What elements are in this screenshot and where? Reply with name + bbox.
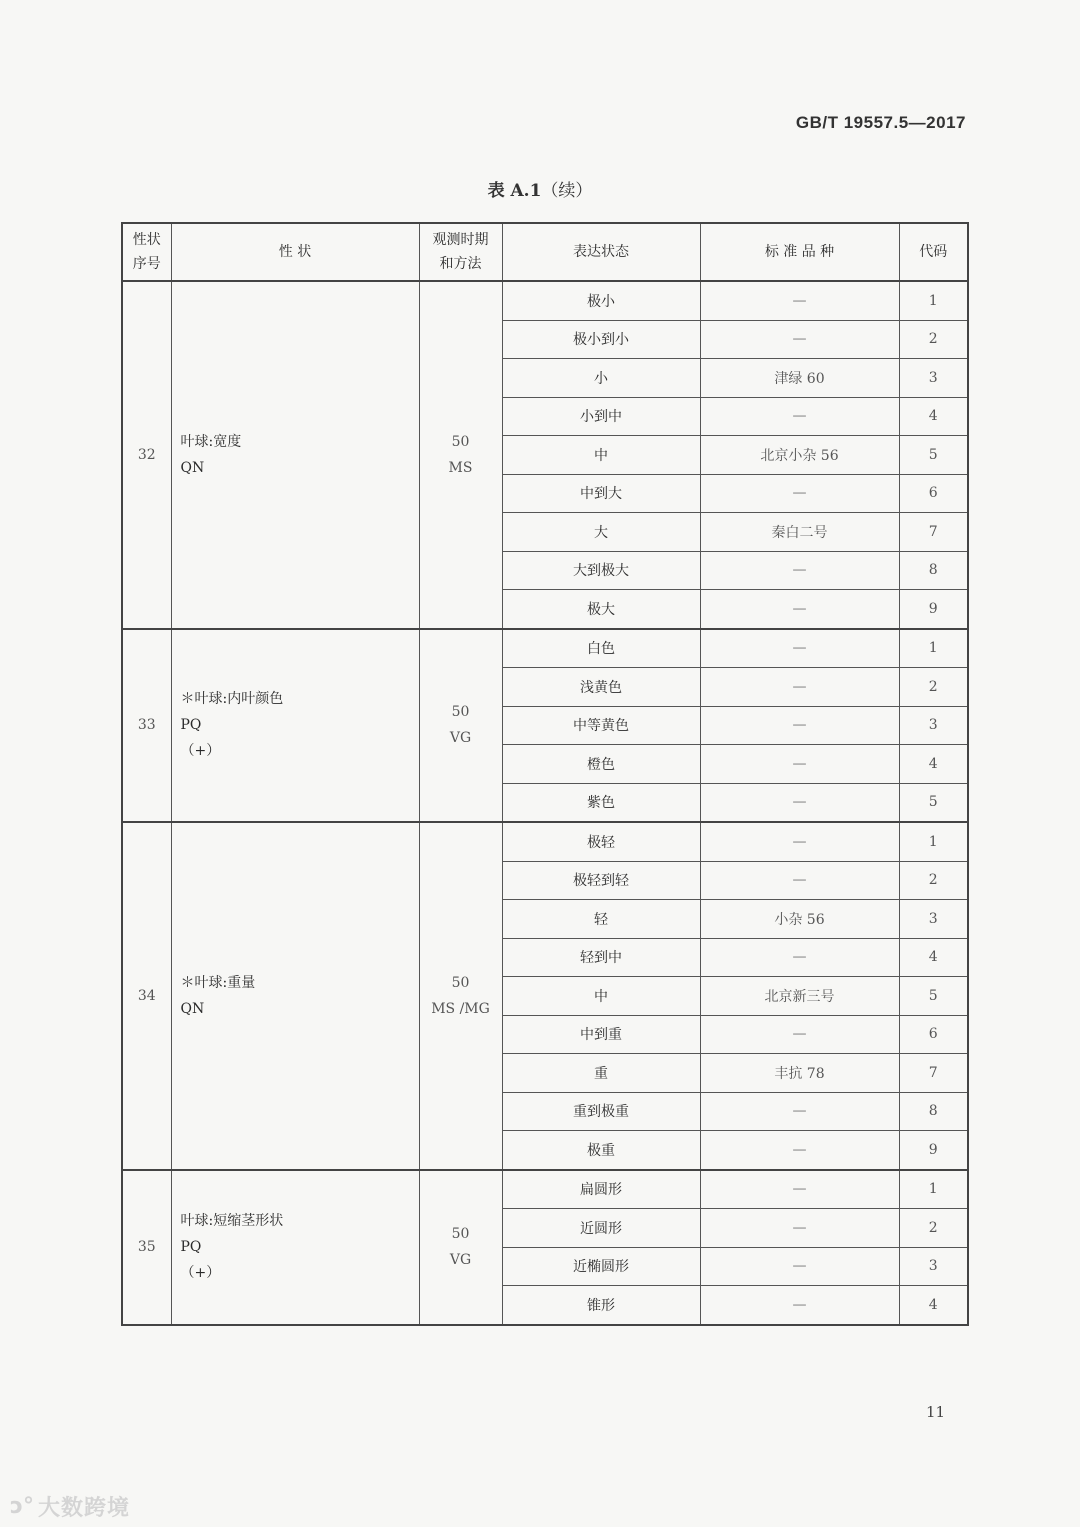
state-code: 5: [899, 436, 968, 475]
standard-variety: —: [700, 1092, 899, 1131]
expression-state: 极轻: [502, 822, 700, 861]
state-code: 7: [899, 513, 968, 552]
state-code: 3: [899, 1247, 968, 1286]
expression-state: 紫色: [502, 783, 700, 822]
column-header: 观测时期 和方法: [419, 223, 502, 281]
state-code: 1: [899, 822, 968, 861]
state-code: 1: [899, 629, 968, 668]
state-code: 4: [899, 397, 968, 436]
standard-variety: 北京小杂 56: [700, 436, 899, 475]
expression-state: 扁圆形: [502, 1170, 700, 1209]
expression-state: 浅黄色: [502, 668, 700, 707]
expression-state: 中到大: [502, 474, 700, 513]
standard-variety: —: [700, 320, 899, 359]
standard-variety: —: [700, 1131, 899, 1170]
state-code: 6: [899, 474, 968, 513]
state-code: 8: [899, 551, 968, 590]
standard-variety: —: [700, 1015, 899, 1054]
expression-state: 近椭圆形: [502, 1247, 700, 1286]
state-code: 9: [899, 590, 968, 629]
trait-number: 32: [122, 281, 171, 629]
trait-name: 叶球:短缩茎形状 PQ （+）: [171, 1170, 419, 1325]
table-body: [122, 281, 968, 1325]
standard-variety: —: [700, 551, 899, 590]
state-code: 2: [899, 1209, 968, 1248]
expression-state: 大: [502, 513, 700, 552]
table-row: [122, 629, 968, 668]
standard-variety: —: [700, 281, 899, 320]
state-code: 1: [899, 1170, 968, 1209]
state-code: 4: [899, 938, 968, 977]
table-title-text: 表 A.1: [487, 181, 542, 201]
state-code: 4: [899, 1286, 968, 1325]
state-code: 3: [899, 706, 968, 745]
expression-state: 轻到中: [502, 938, 700, 977]
expression-state: 锥形: [502, 1286, 700, 1325]
expression-state: 近圆形: [502, 1209, 700, 1248]
column-header: 代码: [899, 223, 968, 281]
standard-variety: —: [700, 590, 899, 629]
expression-state: 中到重: [502, 1015, 700, 1054]
expression-state: 重到极重: [502, 1092, 700, 1131]
expression-state: 极轻到轻: [502, 861, 700, 900]
column-header: 表达状态: [502, 223, 700, 281]
standard-variety: 津绿 60: [700, 359, 899, 398]
standard-variety: —: [700, 938, 899, 977]
standard-variety: —: [700, 783, 899, 822]
standard-variety: 小杂 56: [700, 900, 899, 939]
standard-variety: —: [700, 822, 899, 861]
standard-variety: —: [700, 668, 899, 707]
expression-state: 大到极大: [502, 551, 700, 590]
state-code: 1: [899, 281, 968, 320]
standard-variety: —: [700, 745, 899, 784]
standard-variety: —: [700, 706, 899, 745]
standard-variety: 秦白二号: [700, 513, 899, 552]
table-row: [122, 281, 968, 320]
trait-table: [121, 222, 969, 1326]
state-code: 3: [899, 359, 968, 398]
standard-variety: 北京新三号: [700, 977, 899, 1016]
expression-state: 白色: [502, 629, 700, 668]
state-code: 3: [899, 900, 968, 939]
state-code: 5: [899, 977, 968, 1016]
standard-code: GB/T 19557.5—2017: [795, 113, 966, 132]
expression-state: 重: [502, 1054, 700, 1093]
table-row: [122, 822, 968, 861]
table-title: [0, 176, 1080, 201]
observation-method: 50 VG: [419, 1170, 502, 1325]
trait-number: 35: [122, 1170, 171, 1325]
expression-state: 小到中: [502, 397, 700, 436]
observation-method: 50 VG: [419, 629, 502, 823]
trait-name: 叶球:宽度 QN: [171, 281, 419, 629]
expression-state: 极大: [502, 590, 700, 629]
standard-variety: —: [700, 1209, 899, 1248]
state-code: 9: [899, 1131, 968, 1170]
trait-number: 33: [122, 629, 171, 823]
state-code: 2: [899, 668, 968, 707]
state-code: 2: [899, 861, 968, 900]
standard-variety: —: [700, 861, 899, 900]
trait-name: ＊叶球:内叶颜色 PQ （+）: [171, 629, 419, 823]
expression-state: 中等黄色: [502, 706, 700, 745]
expression-state: 极小: [502, 281, 700, 320]
state-code: 8: [899, 1092, 968, 1131]
standard-variety: —: [700, 1286, 899, 1325]
expression-state: 橙色: [502, 745, 700, 784]
standard-variety: —: [700, 1170, 899, 1209]
standard-variety: —: [700, 1247, 899, 1286]
state-code: 7: [899, 1054, 968, 1093]
table-title-suffix: （续）: [541, 181, 593, 201]
column-header: 性状 序号: [122, 223, 171, 281]
observation-method: 50 MS /MG: [419, 822, 502, 1170]
column-header: 性 状: [171, 223, 419, 281]
standard-variety: —: [700, 397, 899, 436]
state-code: 6: [899, 1015, 968, 1054]
observation-method: 50 MS: [419, 281, 502, 629]
expression-state: 中: [502, 977, 700, 1016]
state-code: 2: [899, 320, 968, 359]
expression-state: 极重: [502, 1131, 700, 1170]
expression-state: 小: [502, 359, 700, 398]
page-number: 11: [926, 1403, 946, 1421]
watermark-logo-icon: ↄ°: [10, 1494, 35, 1519]
watermark: [10, 1491, 130, 1522]
expression-state: 中: [502, 436, 700, 475]
watermark-text: 大数跨境: [38, 1496, 131, 1521]
table-row: [122, 1170, 968, 1209]
expression-state: 极小到小: [502, 320, 700, 359]
state-code: 5: [899, 783, 968, 822]
standard-variety: 丰抗 78: [700, 1054, 899, 1093]
standard-variety: —: [700, 629, 899, 668]
column-header: 标 准 品 种: [700, 223, 899, 281]
trait-number: 34: [122, 822, 171, 1170]
table-header-row: [122, 223, 968, 281]
standard-variety: —: [700, 474, 899, 513]
state-code: 4: [899, 745, 968, 784]
expression-state: 轻: [502, 900, 700, 939]
trait-name: ＊叶球:重量 QN: [171, 822, 419, 1170]
